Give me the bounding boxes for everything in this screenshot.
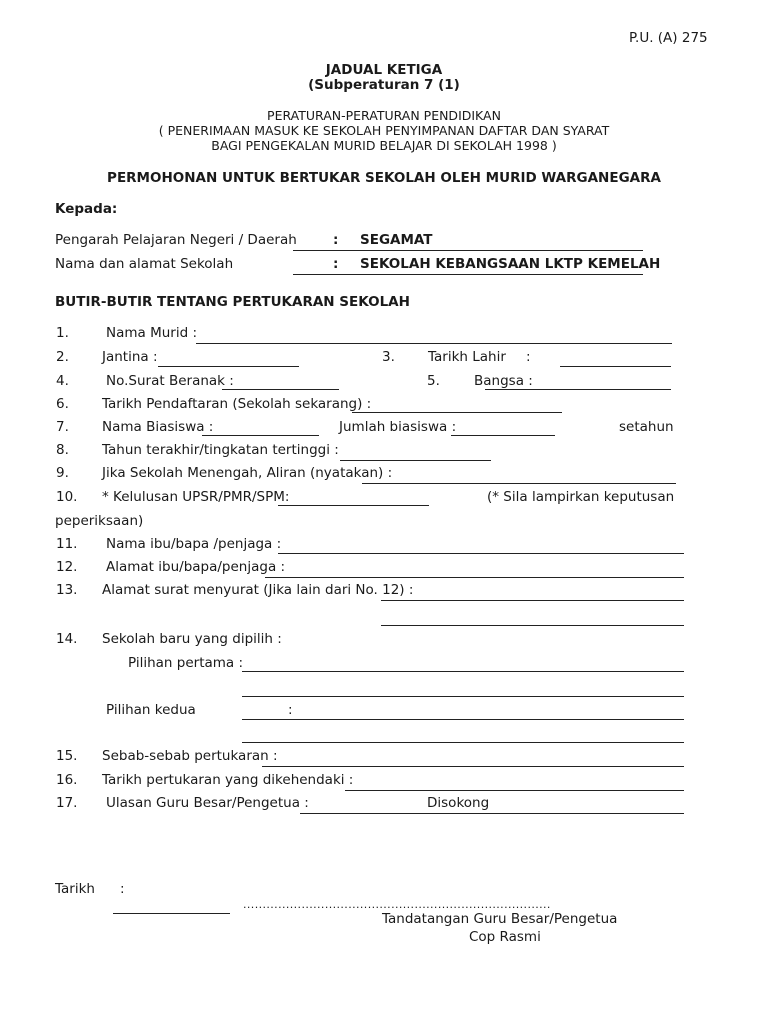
jantina-label: Jantina :: [102, 349, 158, 365]
jumlah-biasiswa-label: Jumlah biasiswa :: [339, 419, 457, 435]
nama-murid-field[interactable]: [196, 343, 672, 344]
sekolah-field-line[interactable]: [293, 274, 643, 275]
alamat-surat-field-2[interactable]: [381, 625, 684, 626]
item-number-5: 5.: [427, 373, 440, 389]
kelulusan-field[interactable]: [278, 505, 429, 506]
alamat-surat-label: Alamat surat menyurat (Jika lain dari No. 12) :: [102, 582, 414, 598]
pilihan-pertama-field-2[interactable]: [242, 696, 684, 697]
sebab-field[interactable]: [262, 766, 684, 767]
ulasan-field[interactable]: [300, 813, 684, 814]
pilihan-kedua-colon: :: [288, 702, 293, 718]
alamat-surat-field-1[interactable]: [381, 600, 684, 601]
ulasan-value: Disokong: [427, 795, 490, 811]
tarikh-lahir-field[interactable]: [560, 366, 671, 367]
bangsa-field[interactable]: [485, 389, 671, 390]
lampiran-note-cont: peperiksaan): [55, 513, 144, 529]
regulation-reference: P.U. (A) 275: [629, 30, 708, 46]
tarikh-label: Tarikh: [55, 881, 95, 897]
bangsa-label: Bangsa :: [474, 373, 533, 389]
sekolah-baru-label: Sekolah baru yang dipilih :: [102, 631, 282, 647]
item-number-1: 1.: [56, 325, 69, 341]
tarikh-pertukaran-label: Tarikh pertukaran yang dikehendaki :: [102, 772, 354, 788]
item-number-7: 7.: [56, 419, 69, 435]
item-number-8: 8.: [56, 442, 69, 458]
pilihan-pertama-field-1[interactable]: [242, 671, 684, 672]
pilihan-kedua-field-1[interactable]: [242, 719, 684, 720]
nama-murid-label: Nama Murid :: [106, 325, 197, 341]
item-number-12: 12.: [56, 559, 78, 575]
nama-penjaga-field[interactable]: [278, 553, 684, 554]
surat-beranak-label: No.Surat Beranak :: [106, 373, 234, 389]
pilihan-kedua-field-2[interactable]: [242, 742, 684, 743]
sekolah-label: Nama dan alamat Sekolah: [55, 256, 234, 272]
signature-label: Tandatangan Guru Besar/Pengetua: [382, 911, 618, 927]
pengarah-label: Pengarah Pelajaran Negeri / Daerah: [55, 232, 297, 248]
item-number-3: 3.: [382, 349, 395, 365]
schedule-title: JADUAL KETIGA: [325, 62, 443, 78]
ulasan-label: Ulasan Guru Besar/Pengetua :: [106, 795, 309, 811]
regulation-line-2: ( PENERIMAAN MASUK KE SEKOLAH PENYIMPANAN DAFTAR DAN SYARAT: [158, 123, 610, 138]
jantina-field[interactable]: [158, 366, 299, 367]
item-number-6: 6.: [56, 396, 69, 412]
pilihan-kedua-label: Pilihan kedua: [106, 702, 196, 718]
item-number-10: 10.: [56, 489, 78, 505]
aliran-field[interactable]: [362, 483, 676, 484]
nama-biasiswa-label: Nama Biasiswa :: [102, 419, 214, 435]
sekolah-colon: :: [333, 256, 339, 272]
nama-penjaga-label: Nama ibu/bapa /penjaga :: [106, 536, 282, 552]
stamp-label: Cop Rasmi: [469, 929, 541, 945]
setahun-label: setahun: [619, 419, 674, 435]
sekolah-value: SEKOLAH KEBANGSAAN LKTP KEMELAH: [360, 256, 661, 272]
schedule-subtitle: (Subperaturan 7 (1): [308, 77, 460, 93]
regulation-line-1: PERATURAN-PERATURAN PENDIDIKAN: [267, 108, 501, 123]
item-number-13: 13.: [56, 582, 78, 598]
regulation-line-3: BAGI PENGEKALAN MURID BELAJAR DI SEKOLAH 1998 ): [211, 138, 557, 153]
tarikh-lahir-label: Tarikh Lahir: [428, 349, 506, 365]
pengarah-value: SEGAMAT: [360, 232, 433, 248]
pengarah-field-line[interactable]: [293, 250, 643, 251]
nama-biasiswa-field[interactable]: [202, 435, 319, 436]
tingkatan-label: Tahun terakhir/tingkatan tertinggi :: [102, 442, 339, 458]
lampiran-note: (* Sila lampirkan keputusan: [487, 489, 675, 505]
jumlah-biasiswa-field[interactable]: [451, 435, 555, 436]
aliran-label: Jika Sekolah Menengah, Aliran (nyatakan) :: [102, 465, 393, 481]
item-number-2: 2.: [56, 349, 69, 365]
section-title: BUTIR-BUTIR TENTANG PERTUKARAN SEKOLAH: [55, 294, 410, 310]
tarikh-field[interactable]: [113, 913, 230, 914]
item-number-16: 16.: [56, 772, 78, 788]
item-number-15: 15.: [56, 748, 78, 764]
kelulusan-label: * Kelulusan UPSR/PMR/SPM:: [102, 489, 290, 505]
pilihan-pertama-label: Pilihan pertama :: [128, 655, 244, 671]
tingkatan-field[interactable]: [340, 460, 491, 461]
tarikh-pendaftaran-field[interactable]: [352, 412, 562, 413]
signature-dots: ...............................................................................: [243, 898, 551, 911]
item-number-11: 11.: [56, 536, 78, 552]
sebab-label: Sebab-sebab pertukaran :: [102, 748, 278, 764]
item-number-4: 4.: [56, 373, 69, 389]
tarikh-colon: :: [120, 881, 125, 897]
tarikh-lahir-colon: :: [526, 349, 531, 365]
surat-beranak-field[interactable]: [222, 389, 339, 390]
tarikh-pendaftaran-label: Tarikh Pendaftaran (Sekolah sekarang) :: [102, 396, 372, 412]
kepada-label: Kepada:: [55, 201, 118, 217]
form-title: PERMOHONAN UNTUK BERTUKAR SEKOLAH OLEH MURID WARGANEGARA: [107, 170, 661, 186]
item-number-17: 17.: [56, 795, 78, 811]
alamat-penjaga-field[interactable]: [265, 577, 684, 578]
pengarah-colon: :: [333, 232, 339, 248]
item-number-9: 9.: [56, 465, 69, 481]
alamat-penjaga-label: Alamat ibu/bapa/penjaga :: [106, 559, 286, 575]
item-number-14: 14.: [56, 631, 78, 647]
tarikh-pertukaran-field[interactable]: [345, 790, 684, 791]
